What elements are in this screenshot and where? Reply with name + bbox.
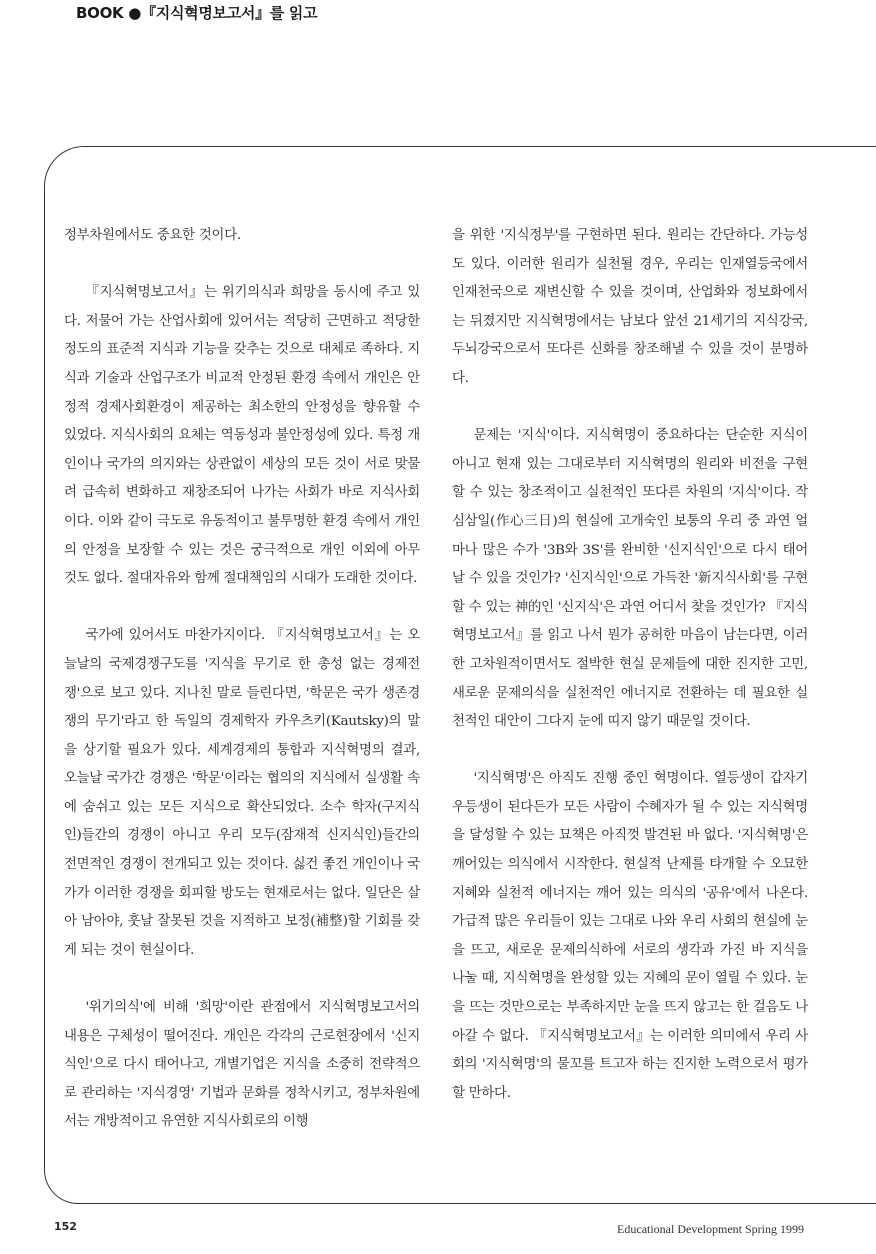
page-number: 152 xyxy=(54,1220,77,1233)
running-header: BOOK ●『지식혁명보고서』를 읽고 xyxy=(76,4,318,22)
paragraph: 을 위한 '지식정부'를 구현하면 된다. 원리는 간단하다. 가능성도 있다. 이러한 원리가 실천될 경우, 우리는 인재열등국에서 인재천국으로 재변신할 수 있을 것이며, 산업화와 정보화에서는 뒤졌지만 지식혁명에서는 남보다 앞선 21세기의 지식강국, 두뇌강국으로서 또다른 신화를 창조해낼 수 있을 것이 분명하다. xyxy=(452,228,808,386)
paragraph: 정부차원에서도 중요한 것이다. xyxy=(64,228,241,243)
paragraph: 문제는 '지식'이다. 지식혁명이 중요하다는 단순한 지식이 아니고 현재 있는 그대로부터 지식혁명의 원리와 비전을 구현할 수 있는 창조적이고 실천적인 또다른 차원의 '지식'이다. 작심삼일(作心三日)의 현실에 고개숙인 보통의 우리 중 과연 얼마나 많은 수가 '3B와 3S'를 완비한 '신지식인'으로 다시 태어날 수 있을 것인가? '신지식인'으로 가득찬 '新지식사회'를 구현할 수 있는 神的인 '신지식'은 과연 어디서 찾을 것인가? 『지식혁명보고서』를 읽고 나서 뭔가 공허한 마음이 남는다면, 이러한 고차원적이면서도 절박한 현실 문제들에 대한 진지한 고민, 새로운 문제의식을 실천적인 에너지로 전환하는 데 필요한 실천적인 대안이 그다지 눈에 띠지 않기 때문일 것이다. xyxy=(452,428,808,730)
paragraph: 국가에 있어서도 마찬가지이다. 『지식혁명보고서』는 오늘날의 국제경쟁구도를 '지식을 무기로 한 총성 없는 경제전쟁'으로 보고 있다. 지나친 말로 들린다면, '학문은 국가 생존경쟁의 무기'라고 한 독일의 경제학자 카우츠키(Kautsky)의 말을 상기할 필요가 있다. 세계경제의 통합과 지식혁명의 결과, 오늘날 국가간 경쟁은 '학문'이라는 협의의 지식에서 실생활 속에 숨쉬고 있는 모든 지식으로 확산되었다. 소수 학자(구지식인)들간의 경쟁이 아니고 우리 모두(잠재적 신지식인)들간의 전면적인 경쟁이 전개되고 있는 것이다. 싫건 좋건 개인이나 국가가 이러한 경쟁을 회피할 방도는 현재로서는 없다. 일단은 살아 남아야, 훗날 잘못된 것을 지적하고 보정(補整)할 기회를 갖게 되는 것이 현실이다. xyxy=(64,628,420,958)
right-column xyxy=(452,222,808,1137)
paragraph: 『지식혁명보고서』는 위기의식과 희망을 동시에 주고 있다. 저물어 가는 산업사회에 있어서는 적당히 근면하고 적당한 정도의 표준적 지식과 기능을 갖추는 것으로 대체로 족하다. 지식과 기술과 산업구조가 비교적 안정된 환경 속에서 개인은 안정적 경제사회환경이 제공하는 최소한의 안정성을 향유할 수 있었다. 지식사회의 요체는 역동성과 불안정성에 있다. 특정 개인이나 국가의 의지와는 상관없이 세상의 모든 것이 서로 맞물려 급속히 변화하고 재창조되어 나가는 사회가 바로 지식사회이다. 이와 같이 극도로 유동적이고 불투명한 환경 속에서 개인의 안정을 보장할 수 있는 것은 궁극적으로 개인 이외에 아무 것도 없다. 절대자유와 함께 절대책임의 시대가 도래한 것이다. xyxy=(64,285,420,587)
paragraph: '지식혁명'은 아직도 진행 중인 혁명이다. 열등생이 갑자기 우등생이 된다든가 모든 사람이 수혜자가 될 수 있는 지식혁명을 달성할 수 있는 묘책은 아직껏 발견된 바 없다. '지식혁명'은 깨어있는 의식에서 시작한다. 현실적 난제를 타개할 수 오묘한 지혜와 실천적 에너지는 깨어 있는 의식의 '공유'에서 나온다. 가급적 많은 우리들이 있는 그대로 나와 우리 사회의 현실에 눈을 뜨고, 새로운 문제의식하에 서로의 생각과 가진 바 지식을 나눌 때, 지식혁명을 완성할 있는 지혜의 문이 열릴 수 있다. 눈을 뜨는 것만으로는 부족하지만 눈을 뜨지 않고는 한 걸음도 나아갈 수 없다. 『지식혁명보고서』는 이러한 의미에서 우리 사회의 '지식혁명'의 물꼬를 트고자 하는 진지한 노력으로서 평가할 만하다. xyxy=(452,771,808,1101)
footer-publication: Educational Development Spring 1999 xyxy=(617,1222,804,1236)
paragraph: '위기의식'에 비해 '희망'이란 관점에서 지식혁명보고서의 내용은 구체성이 떨어진다. 개인은 각각의 근로현장에서 '신지식인'으로 다시 태어나고, 개별기업은 지식을 소중히 전략적으로 관리하는 '지식경영' 기법과 문화를 정착시키고, 정부차원에서는 개방적이고 유연한 지식사회로의 이행 xyxy=(64,1000,420,1130)
left-column xyxy=(64,222,420,1166)
